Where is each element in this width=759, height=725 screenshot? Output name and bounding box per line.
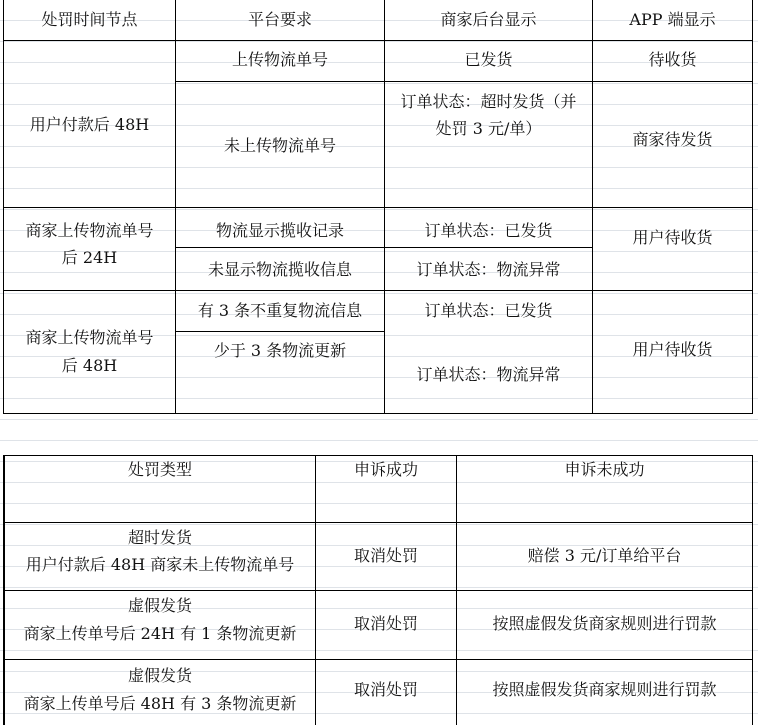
row3-time-line1: 商家上传物流单号 (25, 328, 154, 347)
row2-appeal-success: 取消处罚 (353, 614, 418, 633)
row1-penalty-type: 超时发货 (127, 528, 192, 547)
row1-req-upload: 上传物流单号 (231, 50, 328, 69)
row3-backend-exception: 订单状态：物流异常 (416, 365, 561, 384)
gridline (3, 40, 753, 41)
gridline (176, 331, 384, 332)
row1-app-await-shipping: 商家待发货 (632, 130, 713, 149)
row2-penalty-type: 虚假发货 (127, 596, 192, 615)
row3-backend-shipped: 订单状态：已发货 (424, 301, 553, 320)
row1-backend-timeout-line2: 处罚 3 元/单） (435, 119, 542, 138)
row3-penalty-desc: 商家上传单号后 48H 有 3 条物流更新 (23, 694, 297, 713)
row1-time: 用户付款后 48H (29, 115, 150, 134)
gridline (3, 413, 753, 414)
row1-appeal-failure: 赔偿 3 元/订单给平台 (527, 546, 682, 565)
row2-backend-exception: 订单状态：物流异常 (416, 260, 561, 279)
row1-backend-shipped: 已发货 (464, 50, 513, 69)
header-penalty-time: 处罚时间节点 (41, 10, 138, 29)
row3-appeal-failure: 按照虚假发货商家规则进行罚款 (492, 680, 717, 699)
row1-backend-timeout-line1: 订单状态：超时发货（并 (400, 92, 577, 111)
gridline (176, 81, 753, 82)
row2-appeal-failure: 按照虚假发货商家规则进行罚款 (492, 614, 717, 633)
header-penalty-type: 处罚类型 (127, 460, 192, 479)
row2-app-await-receipt: 用户待收货 (632, 228, 713, 247)
row3-req-three-updates: 有 3 条不重复物流信息 (197, 301, 363, 320)
row2-backend-shipped: 订单状态：已发货 (424, 221, 553, 240)
gridline (3, 659, 753, 660)
row1-appeal-success: 取消处罚 (353, 546, 418, 565)
gridline (3, 290, 753, 291)
header-merchant-backend: 商家后台显示 (440, 10, 537, 29)
row3-app-await-receipt: 用户待收货 (632, 340, 713, 359)
row1-penalty-desc: 用户付款后 48H 商家未上传物流单号 (25, 555, 295, 574)
row3-penalty-type: 虚假发货 (127, 666, 192, 685)
gridline (752, 455, 753, 725)
row3-appeal-success: 取消处罚 (353, 680, 418, 699)
gridline (3, 522, 753, 523)
row3-req-fewer-updates: 少于 3 条物流更新 (213, 341, 347, 360)
gridline (752, 0, 753, 414)
gridline (3, 207, 753, 208)
header-app-display: APP 端显示 (629, 10, 716, 29)
gridline (3, 0, 4, 414)
header-appeal-success: 申诉成功 (353, 460, 418, 479)
row2-penalty-desc: 商家上传单号后 24H 有 1 条物流更新 (23, 624, 297, 643)
row3-time-line2: 后 48H (61, 356, 118, 375)
gridline (3, 455, 753, 456)
header-appeal-failure: 申诉未成功 (564, 460, 645, 479)
row1-app-await-receipt: 待收货 (648, 50, 697, 69)
row2-req-pickup: 物流显示揽收记录 (215, 221, 344, 240)
row2-time-line1: 商家上传物流单号 (25, 221, 154, 240)
row1-req-no-upload: 未上传物流单号 (223, 136, 336, 155)
gridline (3, 590, 753, 591)
header-platform-requirement: 平台要求 (247, 10, 312, 29)
row2-req-no-pickup: 未显示物流揽收信息 (207, 260, 352, 279)
row2-time-line2: 后 24H (61, 248, 118, 267)
